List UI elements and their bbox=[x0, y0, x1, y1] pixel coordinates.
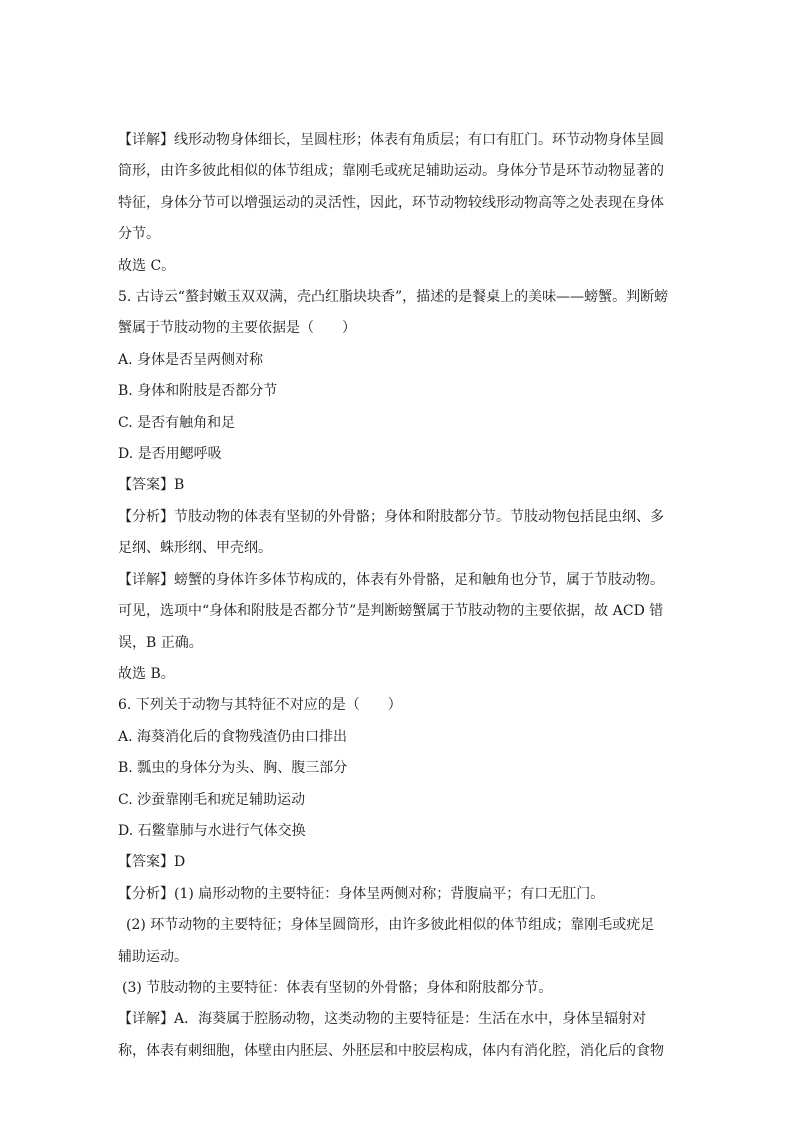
text-line: 故选 C。 bbox=[118, 257, 176, 274]
text-line: 辅助运动。 bbox=[118, 948, 188, 965]
text-line: 特征，身体分节可以增强运动的灵活性，因此，环节动物较线形动物高等之处表现在身体 bbox=[118, 194, 664, 211]
analysis-point-3: (3) 节肢动物的主要特征：体表有坚韧的外骨骼；身体和附肢都分节。 bbox=[122, 979, 553, 996]
option-a: A. 海葵消化后的食物残渣仍由口排出 bbox=[118, 728, 348, 745]
question-6-stem: 6. 下列关于动物与其特征不对应的是（ ） bbox=[118, 697, 402, 714]
text-line: 误，B 正确。 bbox=[118, 634, 203, 651]
text-line: 故选 B。 bbox=[118, 665, 175, 682]
option-b: B. 身体和附肢是否都分节 bbox=[118, 383, 278, 400]
option-a: A. 身体是否呈两侧对称 bbox=[118, 351, 264, 368]
option-b: B. 瓢虫的身体分为头、胸、腹三部分 bbox=[118, 760, 348, 777]
document-body bbox=[118, 125, 678, 1067]
option-d: D. 是否用鳃呼吸 bbox=[118, 446, 222, 463]
explanation-line: 【详解】A．海葵属于腔肠动物，这类动物的主要特征是：生活在水中，身体呈辐射对 bbox=[118, 1011, 647, 1028]
option-d: D. 石鳖靠肺与水进行气体交换 bbox=[118, 822, 306, 839]
option-c: C. 沙蚕靠刚毛和疣足辅助运动 bbox=[118, 791, 306, 808]
text-line: 筒形，由许多彼此相似的体节组成；靠刚毛或疣足辅助运动。身体分节是环节动物显著的 bbox=[118, 163, 664, 180]
text-line: 可见，选项中“身体和附肢是否都分节”是判断螃蟹属于节肢动物的主要依据，故 ACD 错 bbox=[118, 603, 664, 620]
option-c: C. 是否有触角和足 bbox=[118, 414, 236, 431]
text-line: 称，体表有刺细胞，体壁由内胚层、外胚层和中胶层构成，体内有消化腔，消化后的食物 bbox=[118, 1042, 664, 1059]
text-line: 【详解】线形动物身体细长，呈圆柱形；体表有角质层；有口有肛门。环节动物身体呈圆 bbox=[118, 132, 664, 148]
text-line: 分节。 bbox=[118, 226, 160, 243]
answer-line: 【答案】D bbox=[118, 854, 186, 871]
explanation-line: 【详解】螃蟹的身体许多体节构成的，体表有外骨骼，足和触角也分节，属于节肢动物。 bbox=[118, 571, 664, 588]
analysis-point-2: (2) 环节动物的主要特征；身体呈圆筒形，由许多彼此相似的体节组成；靠刚毛或疣足 bbox=[126, 917, 655, 934]
text-line: 蟹属于节肢动物的主要依据是（ ） bbox=[118, 320, 356, 337]
text-line: 足纲、蛛形纲、甲壳纲。 bbox=[118, 540, 272, 557]
analysis-line: 【分析】(1) 扁形动物的主要特征：身体呈两侧对称；背腹扁平；有口无肛门。 bbox=[118, 885, 605, 902]
analysis-line: 【分析】节肢动物的体表有坚韧的外骨骼；身体和附肢都分节。节肢动物包括昆虫纲、多 bbox=[118, 508, 664, 525]
question-5-stem: 5. 古诗云“螯封嫩玉双双满，壳凸红脂块块香”，描述的是餐桌上的美味——螃蟹。判断螃 bbox=[118, 289, 669, 306]
answer-line: 【答案】B bbox=[118, 477, 185, 494]
